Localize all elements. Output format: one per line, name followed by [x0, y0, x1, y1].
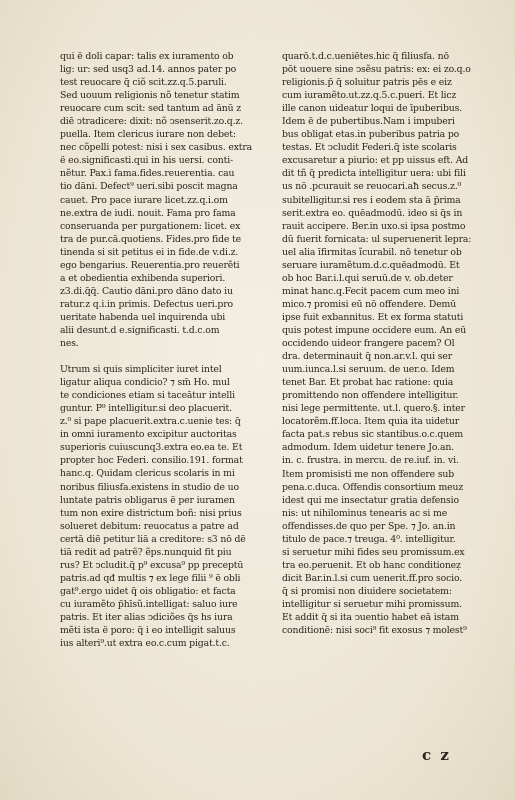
right-column-line: uel alia īfirmitas ĩcurabil. nō tenetur ob [282, 246, 462, 258]
paragraph-1-line: lig: ur: sed usq3 ad.14. annos pater po [60, 64, 237, 76]
right-column-line: dra. determinauit q̃ non.ar.v.l. qui ser [282, 351, 453, 363]
paragraph-2-line: Utrum si quis simpliciter iuret intel [60, 364, 222, 376]
paragraph-2-line: gat⁹.ergo uidet q̃ ois obligatio: et facta [60, 585, 236, 597]
paragraph-2-line: cu iuramẽto p̃hīsũ.intelligat: saluo iure [60, 598, 238, 610]
paragraph-2-line: propter hoc Federi. consilio.191. format [60, 455, 243, 467]
right-column-line: subitelligitur.si res i eodem sta ā p̃rima [282, 194, 461, 206]
right-column-line: uum.iunca.l.si seruum. de uer.o. Idem [282, 364, 455, 376]
right-column-line: serit.extra eo. quēadmodū. ideo si q̃s in [282, 207, 463, 219]
right-column-line: testas. Et ↄcludit Federi.q̃ iste scolaris [282, 142, 457, 154]
paragraph-1-line: nẽtur. Pax.i fama.fides.reuerentia. cau [60, 168, 235, 180]
right-column-line: dicit Bar.in.l.si cum uenerit.ff.pro socio. [282, 572, 463, 584]
paragraph-2-line: superioris cuiuscunq3.extra eo.ea te. Et [60, 442, 243, 454]
paragraph-1-line: conseruanda per purgationem: licet. ex [60, 220, 241, 232]
paragraph-1-line: ne.extra de iudi. nouit. Fama pro fama [60, 207, 236, 219]
paragraph-2-line: hanc.q. Quidam clericus scolaris in mi [60, 468, 235, 480]
right-column-line: facta pat.s rebus sic stantibus.o.c.quem [282, 429, 464, 441]
right-column-line: promittendo non offendere intelligitur. [282, 390, 459, 402]
right-column-line: excusaretur a piurio: et pp uissus eft. Ad [282, 155, 469, 167]
paragraph-1-line: tra de pur.cā.quotiens. Fides.pro fide te [60, 233, 241, 245]
paragraph-1-line: z3.di.q̃q̃. Cautio dāni.pro dāno dato iu [60, 285, 233, 297]
right-column-line: idest qui me insectatur gratia defensio [282, 494, 459, 506]
right-column-line: titulo de pace.⁊ treuga. 4⁰. intelligitur. [282, 533, 456, 545]
right-column-line: us nō .pcurauit se reuocari.aħ secus.z.⁰ [282, 181, 462, 193]
paragraph-2-line: patris. Et iter alias ↄdiciões q̃s hs iura [60, 611, 233, 623]
right-column-line: quis potest impune occidere eum. An eū [282, 324, 467, 336]
paragraph-1-line: qui ë doli capar: talis ex iuramento ob [60, 51, 234, 62]
paragraph-1-line: nec cõpelli potest: nisi i sex casibus. extra [60, 142, 253, 154]
right-column-line: religionis.p̃ q̃ soluitur patris pēs e eiz [282, 77, 452, 89]
paragraph-2-line: ligatur aliqua condicio? ⁊ sm̃ Ho. mul [60, 377, 230, 389]
right-column-line: pena.c.duca. Offendis consortium meuz [282, 481, 464, 493]
right-column-line: conditionē: nisi soci⁹ fit exosus ⁊ molest⁹ [282, 625, 467, 637]
paragraph-1-line: test reuocare q̃ ciõ scit.zz.q.5.paruli. [60, 77, 227, 89]
right-column-line: nis: ut nihilominus tenearis ac si me [282, 507, 448, 519]
paragraph-1-line: tio dāni. Defect⁹ ueri.sibi poscit magna [60, 181, 238, 193]
right-column-line: seruare iuramẽtum.d.c.quēadmodū. Et [282, 259, 460, 271]
right-column [282, 50, 480, 637]
paragraph-1 [60, 50, 270, 350]
paragraph-1-line: tinenda si sit petitus ei in fide.de v.di.z. [60, 246, 239, 258]
paragraph-1-line: diē ↄtradicere: dixit: nõ ↄsenserit.zo.q.z. [60, 116, 243, 128]
paragraph-2-line: mẽti ista ë poro: q̃ i eo intelligit saluus [60, 625, 236, 637]
paragraph-1-line: nes. [60, 338, 79, 350]
right-column-line: q̃ si promisi non diuidere societatem: [282, 585, 452, 597]
right-column-line: Idem ë de pubertibus.Nam i impuberi [282, 116, 455, 128]
paragraph-2-line: luntate patris obligarus ë per iuramen [60, 494, 235, 506]
left-column [60, 50, 270, 650]
right-column-line: dit tñ q̃ predicta intelligitur uera: ubi fili [282, 168, 466, 180]
right-column-line: quarō.t.d.c.ueniētes.hic q̃ filiusfa. nō [282, 51, 449, 62]
right-column-line: dū fuerit fornicata: ul superuenerit lepra: [282, 233, 472, 245]
paragraph-1-line: puella. Item clericus iurare non debet: [60, 129, 236, 141]
right-column-line: ille canon uideatur loqui de īpuberibus. [282, 103, 463, 115]
paragraph-1-line: alii desunt.d e.significasti. t.d.c.om [60, 324, 220, 336]
paragraph-2-line: patris.ad qđ multis ⁊ ex lege filii ⁹ ë obli [60, 572, 241, 584]
right-column-line: offendisses.de quo per Spe. ⁊ Jo. an.in [282, 520, 456, 532]
signature-mark: c z [422, 746, 451, 764]
right-column-line: rauit accipere. Ber.in uxo.si ipsa postmo [282, 220, 466, 232]
right-column-line: tra eo.peruenit. Et ob hanc conditioneẓ [282, 559, 461, 571]
paragraph-gap [60, 350, 270, 363]
paragraph-1-line: Sed uouum religionis nõ tenetur statim [60, 90, 240, 102]
right-column-line: intelligitur si seruetur mihi promissum. [282, 598, 462, 610]
paragraph-1-line: ego bengarius. Reuerentia.pro reuerẽti [60, 259, 240, 271]
paragraph-2-line: ius alteri⁹.ut extra eo.c.cum pigat.t.c. [60, 638, 230, 650]
paragraph-2-line: in omni iuramento excipitur auctoritas [60, 429, 237, 441]
paragraph-2 [60, 363, 270, 650]
right-column-line: occidendo uideor frangere pacem? Ol [282, 338, 455, 350]
paragraph-2-line: rus? Et ↄcludit.q̃ p⁹ excusa⁹ pp preceptū [60, 559, 244, 571]
paragraph-2-line: noribus filiusfa.existens in studio de uo [60, 481, 239, 493]
paragraph-2-line: z.⁰ si pape placuerit.extra.c.uenie tes: q̃ [60, 416, 241, 428]
right-column-line: tenet Bar. Et probat hac ratione: quia [282, 377, 454, 389]
paragraph-1-line: cauet. Pro pace iurare licet.zz.q.i.om [60, 194, 228, 206]
paragraph-1-line: reuocare cum scit: sed tantum ad ānū z [60, 103, 241, 115]
paragraph-2-line: guntur. P⁹ intelligitur.si deo placuerit. [60, 403, 232, 415]
paragraph-2-line: tum non exire districtum boñ: nisi prius [60, 507, 242, 519]
right-column-line: si seruetur mihi fides seu promissum.ex [282, 546, 465, 558]
paragraph-1-line: a et obedientia exhibenda superiori. [60, 272, 226, 284]
right-column-line: cum iuramẽto.ut.zz.q.5.c.pueri. Et licz [282, 90, 457, 102]
right-column-line: ob hoc Bar.i.l.qui seruū.de v. ob.deter [282, 272, 453, 284]
paragraph-2-line: certā diē petitur liā a creditore: s3 nō dē [60, 533, 246, 545]
right-column-line: locatorẽm.ff.loca. Item quia ita uidetur [282, 416, 459, 428]
right-column-line: ipse fuit exbannitus. Et ex forma statuti [282, 311, 464, 323]
right-column-line: admodum. Idem uidetur tenere Jo.an. [282, 442, 454, 454]
right-column-line: bus obligat etas.in puberibus patria po [282, 129, 460, 141]
right-column-line: in. c. frustra. in mercu. de re.iuf. in. vi. [282, 455, 459, 467]
paragraph-2-line: solueret debitum: reuocatus a patre ad [60, 520, 239, 532]
right-column-line: pōt uouere sine ↄsẽsu patris: ex: ei zo.q.o [282, 64, 471, 76]
right-column-text [282, 50, 480, 637]
paragraph-2-line: te condiciones etiam si taceātur intelli [60, 390, 235, 402]
paragraph-1-line: ratur.z q.i.in primis. Defectus ueri.pro [60, 298, 233, 310]
paragraph-2-line: tiā redit ad patrẽ? ẽps.nunquid fit piu [60, 546, 232, 558]
right-column-line: mico.⁊ promisi eū nō offendere. Demū [282, 298, 457, 310]
right-column-line: nisi lege permittente. ut.l. quero.§. inter [282, 403, 465, 415]
right-column-line: Item promisisti me non offendere sub [282, 468, 455, 480]
paragraph-1-line: ë eo.significasti.qui in his uersi. conti- [60, 155, 234, 167]
right-column-line: Et addit q̃ si ita ↄuentio habet eā istam [282, 612, 459, 624]
right-column-line: minat hanc.q.Fecit pacem cum meo ini [282, 285, 460, 297]
paragraph-1-line: ueritate habenda uel inquirenda ubi [60, 311, 226, 323]
